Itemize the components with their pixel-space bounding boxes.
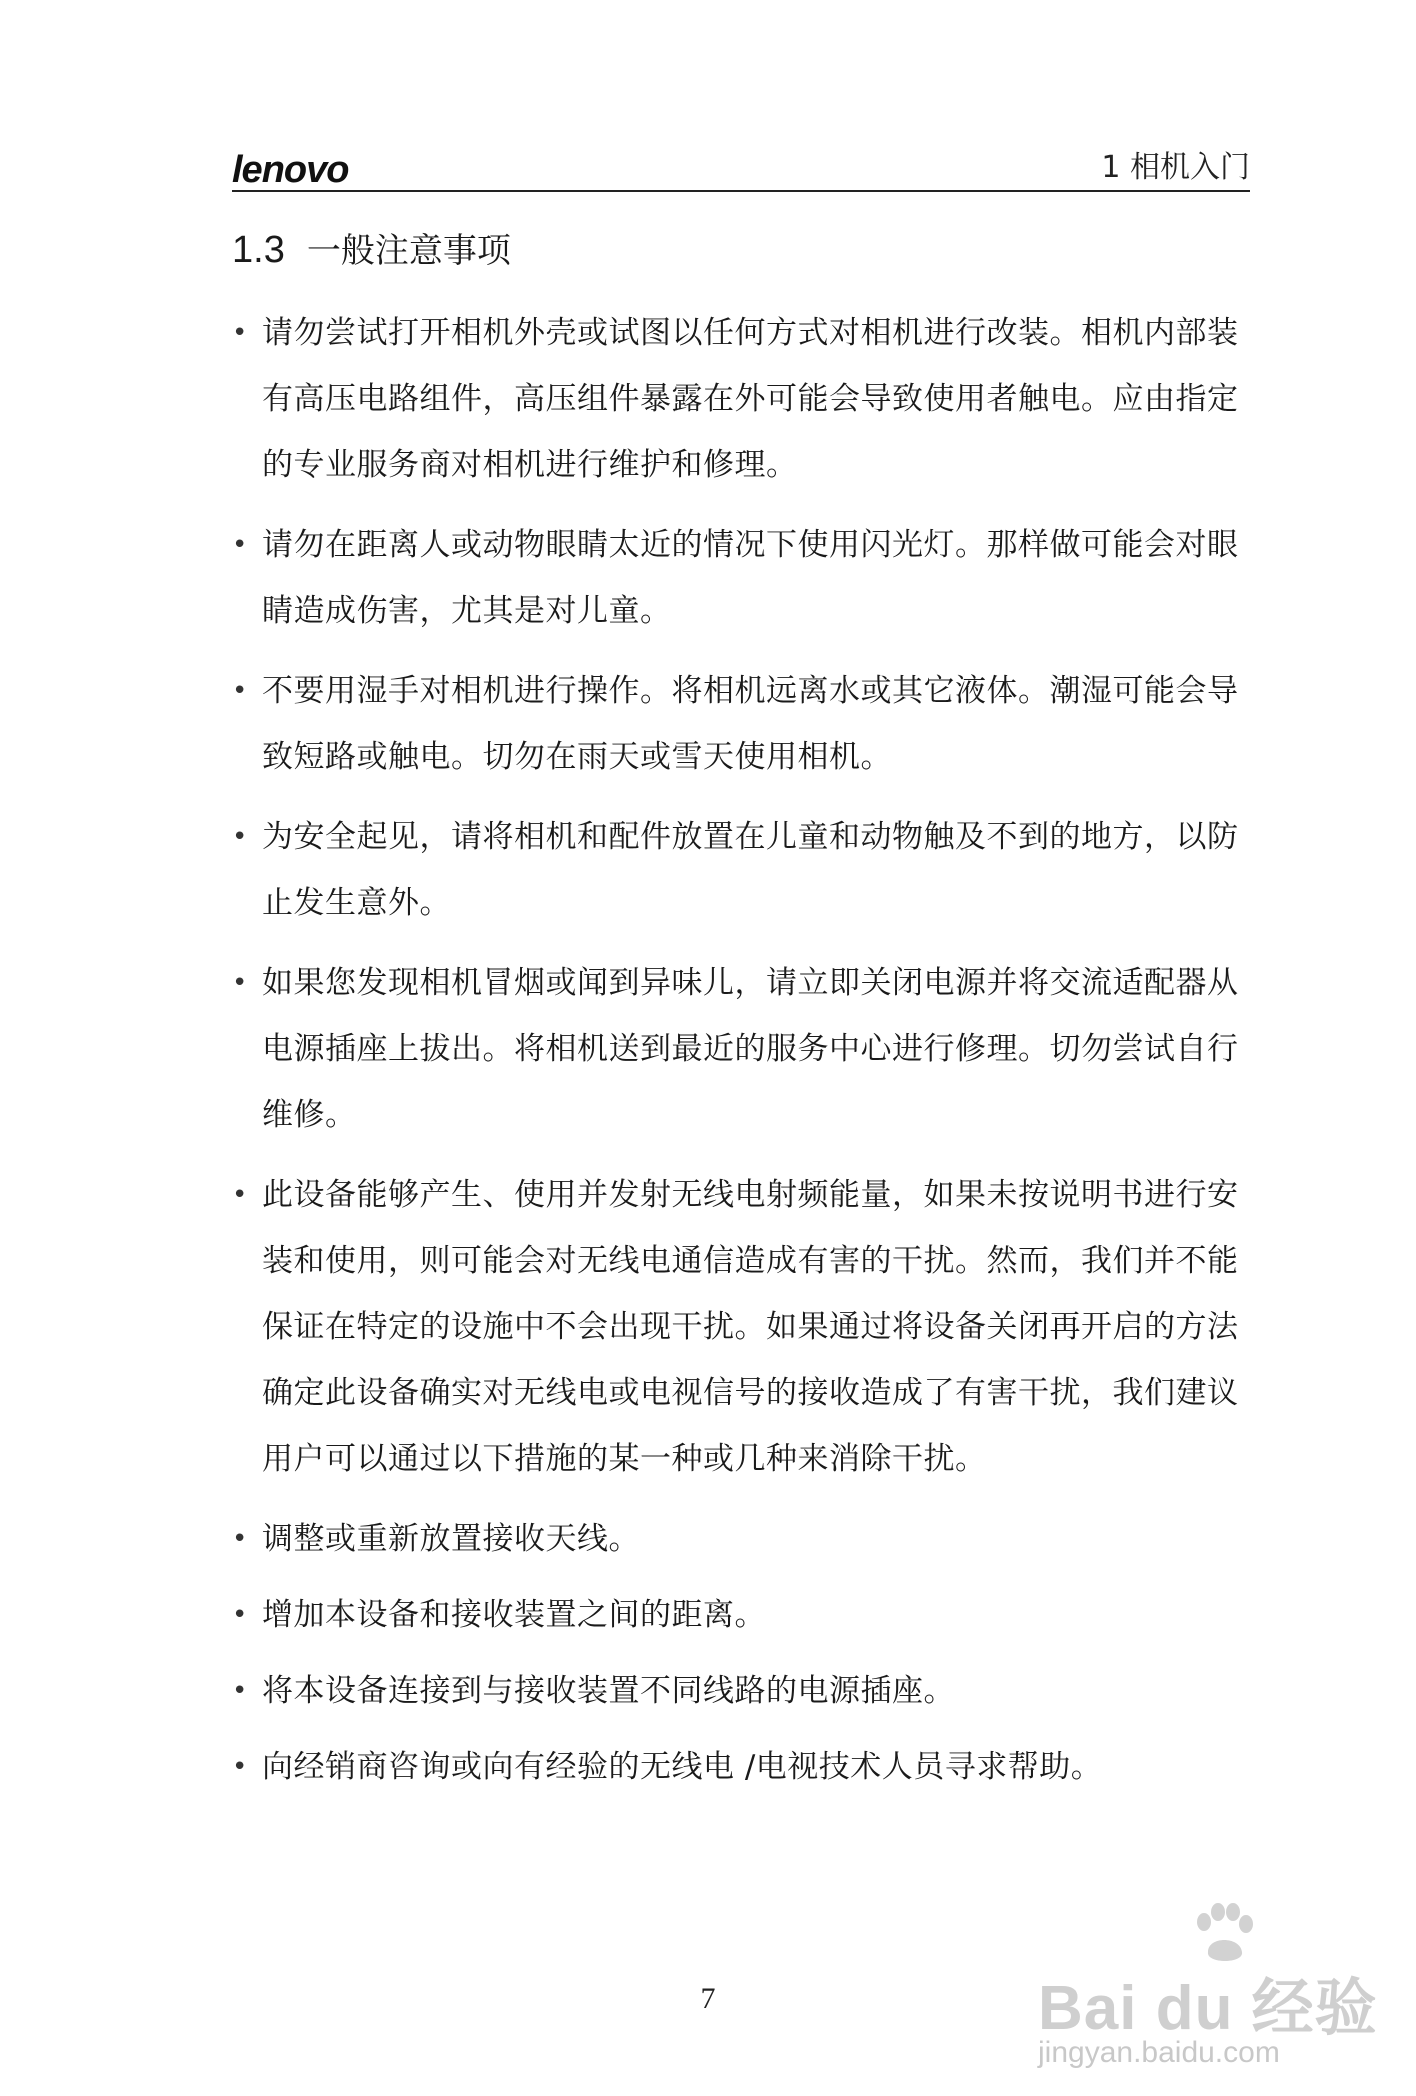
- list-item: [232, 300, 1252, 498]
- bullet-icon: •: [232, 1524, 248, 1554]
- list-item-text: 请勿在距离人或动物眼睛太近的情况下使用闪光灯。那样做可能会对眼睛造成伤害，尤其是对儿童。: [262, 527, 1239, 629]
- list-item-text: 为安全起见，请将相机和配件放置在儿童和动物触及不到的地方，以防止发生意外。: [262, 819, 1239, 921]
- baidu-watermark: [1038, 1900, 1378, 2080]
- lenovo-logo: lenovo: [232, 149, 349, 191]
- header-rule: [232, 190, 1250, 192]
- list-item-text: 如果您发现相机冒烟或闻到异味儿，请立即关闭电源并将交流适配器从电源插座上拔出。将相机送到最近的服务中心进行修理。切勿尝试自行维修。: [262, 965, 1239, 1133]
- list-item: [232, 804, 1252, 936]
- page-header: [232, 148, 1250, 192]
- bullet-icon: •: [232, 1752, 248, 1782]
- bullet-icon: •: [232, 1180, 248, 1210]
- list-item: [232, 950, 1252, 1148]
- list-item-text: 此设备能够产生、使用并发射无线电射频能量，如果未按说明书进行安装和使用，则可能会对无线电通信造成有害的干扰。然而，我们并不能保证在特定的设施中不会出现干扰。如果通过将设备关闭再开启的方法确定此设备确实对无线电或电视信号的接收造成了有害干扰，我们建议用户可以通过以下措施的某一种或几种来消除干扰。: [262, 1177, 1239, 1477]
- bullet-icon: •: [232, 1676, 248, 1706]
- chapter-title: 1 相机入门: [1101, 150, 1250, 185]
- list-item-text: 向经销商咨询或向有经验的无线电 /电视技术人员寻求帮助。: [262, 1749, 1103, 1785]
- watermark-url: jingyan.baidu.com: [1038, 2036, 1280, 2069]
- precautions-list: [232, 300, 1252, 1810]
- bullet-icon: •: [232, 318, 248, 348]
- list-item: [232, 1582, 1252, 1648]
- bullet-icon: •: [232, 530, 248, 560]
- list-item: [232, 1658, 1252, 1724]
- list-item: [232, 658, 1252, 790]
- list-item: [232, 512, 1252, 644]
- page-number: 7: [700, 1982, 716, 2015]
- list-item-text: 调整或重新放置接收天线。: [262, 1521, 640, 1557]
- list-item: [232, 1734, 1252, 1800]
- bullet-icon: •: [232, 968, 248, 998]
- list-item-text: 请勿尝试打开相机外壳或试图以任何方式对相机进行改装。相机内部装有高压电路组件，高压组件暴露在外可能会导致使用者触电。应由指定的专业服务商对相机进行维护和修理。: [262, 315, 1239, 483]
- bullet-icon: •: [232, 822, 248, 852]
- bullet-icon: •: [232, 1600, 248, 1630]
- bullet-icon: •: [232, 676, 248, 706]
- list-item: [232, 1506, 1252, 1572]
- list-item: [232, 1162, 1252, 1492]
- section-number: 1.3: [232, 229, 285, 271]
- section-title: 一般注意事项: [306, 231, 511, 271]
- list-item-text: 增加本设备和接收装置之间的距离。: [262, 1597, 766, 1633]
- section-heading: [232, 228, 511, 273]
- list-item-text: 将本设备连接到与接收装置不同线路的电源插座。: [262, 1673, 955, 1709]
- watermark-brand: Bai du 经验: [1038, 1974, 1378, 2043]
- list-item-text: 不要用湿手对相机进行操作。将相机远离水或其它液体。潮湿可能会导致短路或触电。切勿在雨天或雪天使用相机。: [262, 673, 1239, 775]
